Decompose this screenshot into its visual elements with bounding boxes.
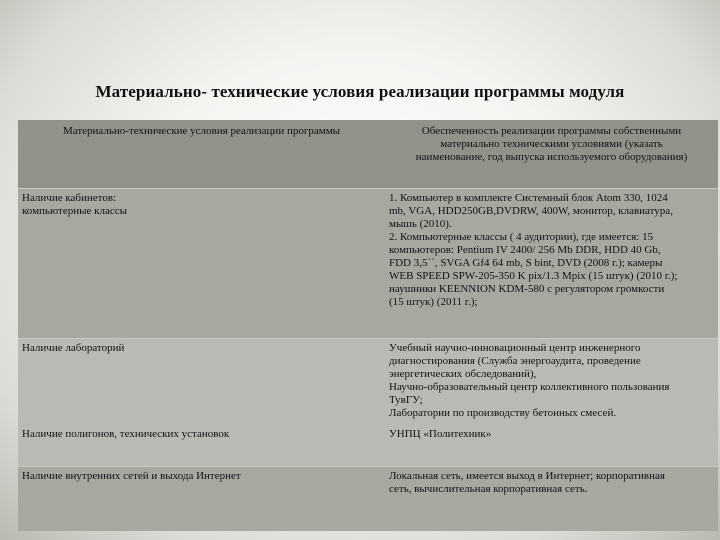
conditions-table <box>18 120 718 531</box>
row-value-line: Лаборатории по производству бетонных смесей. <box>389 407 617 419</box>
table-row <box>18 339 718 426</box>
row-value-cell <box>385 467 718 532</box>
table-row <box>18 467 718 532</box>
row-value-line: mb, VGA, HDD250GB,DVDRW, 400W, монитор, клавиатура, <box>389 205 673 217</box>
row-value-line: 2. Компьютерные классы ( 4 аудитории), где имеется: 15 <box>389 231 654 243</box>
row-value-line: мышь (2010). <box>389 218 452 230</box>
header-col2-line: материально техническими условиями (указать <box>440 138 663 150</box>
row-label-line: Наличие лабораторий <box>22 342 125 354</box>
row-label-line: Наличие внутренних сетей и выхода Интернет <box>22 470 241 482</box>
row-label-cell <box>18 189 385 339</box>
header-col2-line: Обеспеченность реализации программы собственными <box>421 125 682 137</box>
row-value-cell <box>385 425 718 467</box>
row-value-line: WEB SPEED SPW-205-350 K pix/1.3 Mpix (15 штук) (2010 г.); <box>389 270 678 282</box>
row-value-line: наушники KEENNION KDM-580 с регулятором громкости <box>389 283 665 295</box>
row-value-line: Учебный научно-инновационный центр инженерного <box>389 342 641 354</box>
row-label-line: Наличие кабинетов: <box>22 192 117 204</box>
table-header-row <box>18 120 718 189</box>
header-col2-line: наименование, год выпуска используемого оборудования) <box>415 151 688 163</box>
row-value-cell <box>385 189 718 339</box>
row-value-line: FDD 3,5``, SVGA Gf4 64 mb, S bint, DVD (2008 г.); камеры <box>389 257 663 269</box>
table-row <box>18 189 718 339</box>
header-cell-provision <box>385 120 718 189</box>
row-value-line: УНПЦ «Политехник» <box>389 428 492 440</box>
row-value-line: (15 штук) (2011 г.); <box>389 296 478 308</box>
row-value-line: ТувГУ; <box>389 394 423 406</box>
row-value-line: 1. Компьютер в комплекте Системный блок Atom 330, 1024 <box>389 192 668 204</box>
row-label-line: компьютерные классы <box>22 205 127 217</box>
row-value-line: сеть, вычислительная корпоративная сеть. <box>389 483 588 495</box>
table-row <box>18 425 718 467</box>
row-value-cell <box>385 339 718 426</box>
row-value-line: энергетических обследований), <box>389 368 537 380</box>
row-value-line: диагностирования (Служба энергоаудита, проведение <box>389 355 641 367</box>
row-value-line: компьютеров: Pentium IV 2400/ 256 Mb DDR, HDD 40 Gb, <box>389 244 661 256</box>
header-cell-conditions <box>18 120 385 189</box>
row-label-cell <box>18 425 385 467</box>
row-label-cell <box>18 467 385 532</box>
header-col1-text: Материально-технические условия реализации программы <box>62 125 341 137</box>
row-label-line: Наличие полигонов, технических установок <box>22 428 230 440</box>
row-label-cell <box>18 339 385 426</box>
page-title: Материально- технические условия реализации программы модуля <box>95 82 625 101</box>
row-value-line: Научно-образовательный центр коллективного пользования <box>389 381 670 393</box>
row-value-line: Локальная сеть, имеется выход в Интернет; корпоративная <box>389 470 665 482</box>
